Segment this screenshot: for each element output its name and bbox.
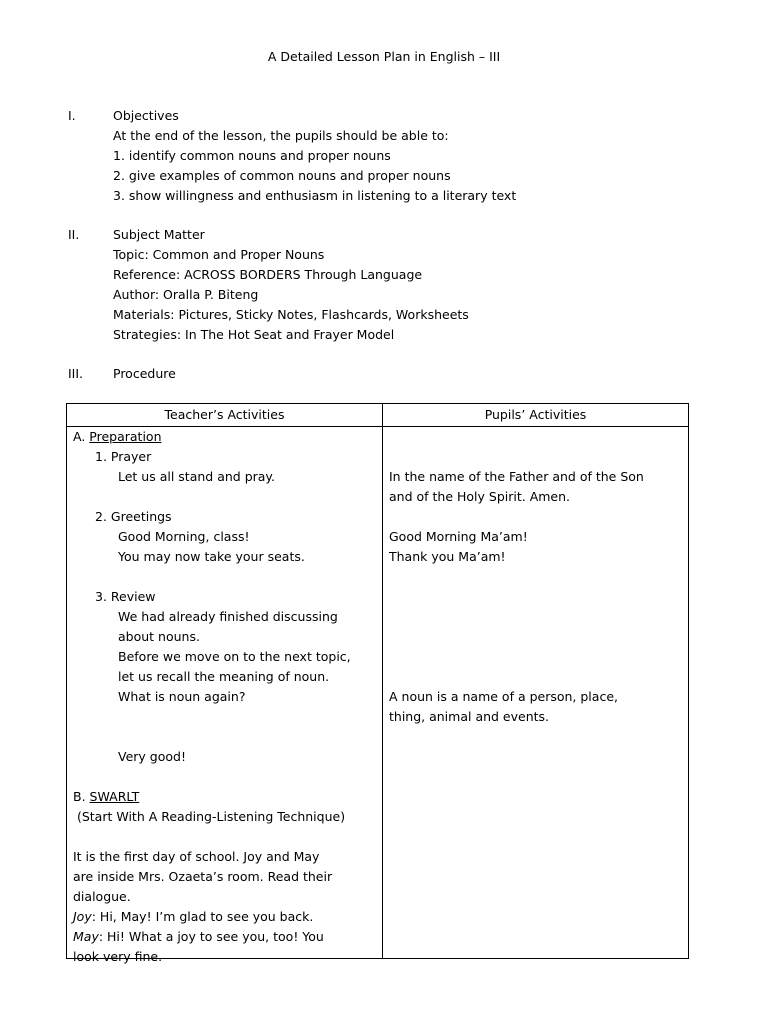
review-heading: 3. Review (95, 589, 156, 604)
teacher-activities-column (73, 427, 379, 967)
objective-item: 3. show willingness and enthusiasm in listening to a literary text (113, 188, 517, 203)
pupil-prayer-line: In the name of the Father and of the Son (389, 469, 644, 484)
review-line: Before we move on to the next topic, (118, 649, 351, 664)
materials-line: Materials: Pictures, Sticky Notes, Flashcards, Worksheets (113, 307, 469, 322)
dialogue-line-may-continued: look very fine. (73, 949, 163, 964)
greetings-heading: 2. Greetings (95, 509, 172, 524)
swarlt-label: SWARLT (89, 789, 140, 804)
author-line: Author: Oralla P. Biteng (113, 287, 259, 302)
pupil-noun-answer: thing, animal and events. (389, 709, 550, 724)
pupil-greeting-line: Good Morning Ma’am! (389, 529, 528, 544)
teacher-activities-header: Teacher’s Activities (164, 407, 285, 422)
objectives-heading: Objectives (113, 108, 179, 123)
swarlt-heading: B. SWARLT (73, 789, 140, 804)
story-line: are inside Mrs. Ozaeta’s room. Read their (73, 869, 333, 884)
praise-line: Very good! (118, 749, 186, 764)
procedure-table (66, 403, 689, 964)
pupils-activities-header: Pupils’ Activities (484, 407, 587, 422)
swarlt-description: (Start With A Reading-Listening Technique) (73, 809, 346, 824)
strategies-line: Strategies: In The Hot Seat and Frayer Model (113, 327, 395, 342)
objectives-number: I. (68, 108, 76, 123)
topic-line: Topic: Common and Proper Nouns (113, 247, 325, 262)
column-divider (382, 404, 383, 958)
subject-matter-number: II. (68, 227, 80, 242)
dialogue-line-may: May: Hi! What a joy to see you, too! You (73, 929, 324, 944)
objective-item: 2. give examples of common nouns and proper nouns (113, 168, 451, 183)
review-line: let us recall the meaning of noun. (118, 669, 330, 684)
pupil-prayer-line: and of the Holy Spirit. Amen. (389, 489, 571, 504)
review-line: What is noun again? (118, 689, 246, 704)
pupil-noun-answer: A noun is a name of a person, place, (389, 689, 618, 704)
story-line: dialogue. (73, 889, 131, 904)
prayer-heading: 1. Prayer (95, 449, 152, 464)
greeting-line: Good Morning, class! (118, 529, 250, 544)
speaker-joy: Joy (73, 909, 92, 924)
review-line: about nouns. (118, 629, 200, 644)
pupil-greeting-line: Thank you Ma’am! (389, 549, 506, 564)
story-line: It is the first day of school. Joy and May (73, 849, 320, 864)
dialogue-line-joy: Joy: Hi, May! I’m glad to see you back. (73, 909, 314, 924)
review-line: We had already finished discussing (118, 609, 338, 624)
objective-item: 1. identify common nouns and proper nouns (113, 148, 391, 163)
greeting-line: You may now take your seats. (118, 549, 305, 564)
procedure-heading: Procedure (113, 366, 176, 381)
pupils-activities-column (389, 427, 685, 727)
speaker-may: May (73, 929, 99, 944)
document-title: A Detailed Lesson Plan in English – III (267, 49, 501, 64)
table-header-row (67, 404, 688, 427)
objectives-intro: At the end of the lesson, the pupils should be able to: (113, 128, 449, 143)
procedure-number: III. (68, 366, 84, 381)
subject-matter-heading: Subject Matter (113, 227, 205, 242)
reference-line: Reference: ACROSS BORDERS Through Language (113, 267, 423, 282)
prayer-instruction: Let us all stand and pray. (118, 469, 276, 484)
preparation-label: Preparation (89, 429, 162, 444)
preparation-heading: A. Preparation (73, 429, 162, 444)
